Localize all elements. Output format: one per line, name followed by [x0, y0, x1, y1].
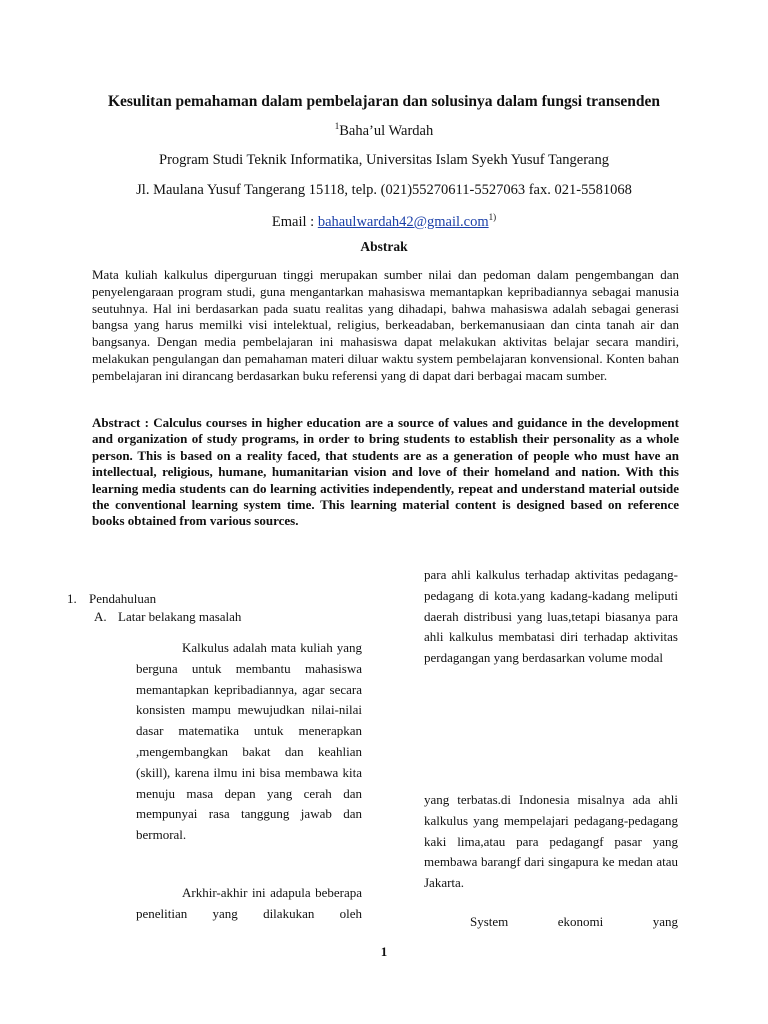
abstrak-heading: Abstrak: [360, 239, 408, 254]
abstrak-body: Mata kuliah kalkulus diperguruan tinggi merupakan sumber nilai dan pedoman dalam pengembangan dan penyelengaraan program studi, guna mengantarkan mahasiswa memantapkan kepribadiannya sebagai manusia seutuhnya. Hal ini berdasarkan pada suatu realitas yang dihadapi, bahwa mahasiswa adalah sebagai generasi bangsa yang harus memilki visi intelektual, religius, berkeadaban, berkemanusiaan dan cinta tanah air dan bangsanya. Dengan media pembelajaran ini mahasiswa dapat melakukan aktivitas belajar secara mandiri, melakukan pengulangan dan pemahaman materi diluar waktu system pembelajaran konvensional. Konten bahan pembelajaran ini dirancang berdasarkan buku referensi yang di dapat dari berbagai macam sumber.: [92, 267, 679, 383]
paper-title: Kesulitan pemahaman dalam pembelajaran dan solusinya dalam fungsi transenden: [107, 93, 661, 110]
author-name: Baha’ul Wardah: [339, 122, 434, 139]
subsection-title: Latar belakang masalah: [118, 609, 242, 624]
right-column-paragraph-1: para ahli kalkulus terhadap aktivitas pedagang-pedagang di kota.yang kadang-kadang meliputi daerah distribusi yang luas,tetapi biasanya para ahli kalkulus membatasi diri terhadap aktivitas perdagangan yang berdasarkan volume modal: [424, 567, 678, 666]
email-affiliation-mark: 1): [488, 212, 497, 222]
email-label: Email :: [271, 213, 318, 230]
subsection-heading: [94, 609, 241, 625]
page-number: 1: [380, 944, 388, 959]
email-link[interactable]: bahaulwardah42@gmail.com: [317, 213, 489, 230]
section-title: Pendahuluan: [89, 591, 157, 606]
subsection-letter: A.: [94, 609, 107, 624]
left-column-paragraph-1: Kalkulus adalah mata kuliah yang berguna untuk membantu mahasiswa memantapkan kepribadiannya, agar secara konsisten mampu mewujudkan nilai-nilai dasar matematika untuk menerapkan ,mengembangkan bakat dan keahlian (skill), karena ilmu ini bisa membawa kita menuju masa depan yang cerah dan mempunyai rasa tanggung jawab dan bermoral.: [136, 640, 362, 843]
abstract-english-body: Abstract : Calculus courses in higher education are a source of values and guidance in the development and organization of study programs, in order to bring students to establish their personality as a whole person. This is based on a reality faced, that students are as a generation of people who must have an intellectual, religious, humane, humanitarian vision and love of their homeland and nation. With this learning media students can do learning activities independently, repeat and understand material outside the conventional learning system time. This learning material content is designed based on reference books obtained from various sources.: [92, 415, 679, 529]
author-email-line: [60, 212, 708, 231]
author-address: Jl. Maulana Yusuf Tangerang 15118, telp. (021)55270611-5527063 fax. 021-5581068: [136, 182, 632, 198]
left-column-paragraph-2: Arkhir-akhir ini adapula beberapa penelitian yang dilakukan oleh: [136, 885, 362, 921]
author-line: [60, 121, 708, 140]
right-column-paragraph-3: System ekonomi yang: [470, 914, 678, 929]
right-column-paragraph-2: yang terbatas.di Indonesia misalnya ada ahli kalkulus yang mempelajari pedagang-pedagang kaki lima,atau para pedagangf pasar yang membawa barangf dari singapura ke medan atau Jakarta.: [424, 792, 678, 891]
author-affiliation: Program Studi Teknik Informatika, Universitas Islam Syekh Yusuf Tangerang: [159, 152, 609, 168]
author-affiliation-mark: 1: [334, 121, 340, 131]
section-heading: [67, 591, 156, 607]
section-number: 1.: [67, 591, 77, 606]
